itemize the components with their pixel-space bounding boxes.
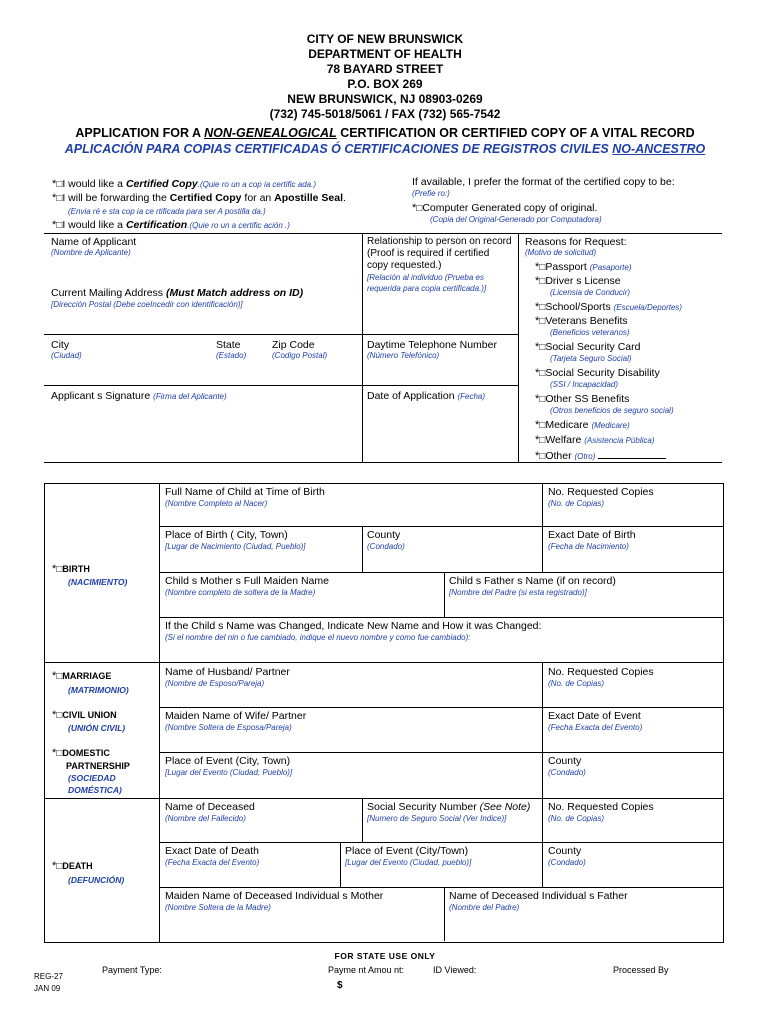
format-question: If available, I prefer the format of the certified copy to be: [412, 176, 675, 188]
applicant-name-label-spanish: (Nombre de Aplicante) [51, 248, 131, 257]
reason-veterans-benefits[interactable]: *□Veterans Benefits [535, 315, 628, 327]
asterisk-mark: * [535, 419, 540, 431]
applicant-name-field[interactable] [46, 260, 360, 282]
processed-by-label: Processed By [613, 965, 669, 975]
birth-date-label-spanish: (Fecha de Nacimiento) [548, 542, 629, 551]
asterisk-mark: * [52, 219, 57, 231]
asterisk-mark: * [412, 202, 417, 214]
asterisk-mark: * [535, 315, 540, 327]
header-line: NEW BRUNSWICK, NJ 08903-0269 [287, 92, 483, 106]
reason-social-security-disability[interactable]: *□Social Security Disability [535, 367, 660, 379]
header-line: CITY OF NEW BRUNSWICK [306, 32, 464, 46]
marriage-copies-label: No. Requested Copies [548, 666, 654, 678]
deceased-mother-label-spanish: (Nombre Soltera de la Madre) [165, 903, 271, 912]
divider [160, 617, 723, 618]
divider [44, 662, 723, 663]
id-viewed-label: ID Viewed: [433, 965, 477, 975]
applicant-table-bottom [44, 462, 722, 463]
phone-label: Daytime Telephone Number [367, 339, 497, 351]
father-name-label: Child s Father s Name (if on record) [449, 575, 616, 587]
child-name-label-spanish: (Nombre Completo al Nacer) [165, 499, 268, 508]
event-place-label-spanish: [Lugar del Evento (Ciudad, Pueblo)] [165, 768, 293, 777]
reason-drivers-license-spanish: (Licensia de Conducir) [550, 288, 631, 297]
asterisk-mark: * [535, 434, 540, 446]
name-changed-label: If the Child s Name was Changed, Indicate New Name and How it was Changed: [165, 620, 542, 632]
city-field[interactable] [46, 362, 212, 382]
reason-social-security-card[interactable]: *□Social Security Card [535, 341, 641, 353]
reason-ssc-spanish: (Tarjeta Seguro Social) [550, 354, 632, 363]
ssn-label-spanish: [Numero de Seguro Social (Ver Indice)] [367, 814, 507, 823]
asterisk-mark: * [535, 275, 540, 287]
divider [160, 707, 723, 708]
father-name-label-spanish: [Nombre del Padre (si esta registrado)] [449, 588, 587, 597]
event-place-label: Place of Event (City, Town) [165, 755, 291, 767]
header-line: P.O. BOX 269 [347, 77, 423, 91]
divider [542, 798, 543, 887]
dollar-sign: $ [337, 980, 343, 991]
payment-type-label: Payment Type: [102, 965, 162, 975]
domestic-partnership-spanish: DOMÉSTICA) [68, 785, 122, 795]
birth-copies-label-spanish: (No. de Copias) [548, 499, 605, 508]
divider [160, 887, 723, 888]
divider [44, 334, 518, 335]
header-line: 78 BAYARD STREET [326, 62, 444, 76]
signature-field[interactable] [46, 404, 360, 458]
divider [160, 572, 723, 573]
other-reason-line[interactable] [598, 449, 666, 459]
divider [44, 385, 518, 386]
marriage-copies-label-spanish: (No. de Copias) [548, 679, 605, 688]
asterisk-mark: * [535, 301, 540, 313]
reason-medicare[interactable]: *□Medicare (Medicare) [535, 419, 630, 431]
birth-copies-label: No. Requested Copies [548, 486, 654, 498]
reason-drivers-license[interactable]: *□Driver s License [535, 275, 621, 287]
divider [160, 526, 723, 527]
checkbox-icon[interactable]: □ [539, 420, 546, 431]
asterisk-mark: * [535, 341, 540, 353]
divider [340, 842, 341, 887]
applicant-name-label: Name of Applicant [51, 236, 137, 248]
asterisk-mark: * [52, 178, 57, 190]
reason-oss-spanish: (Otros beneficios de seguro social) [550, 406, 674, 415]
deceased-mother-label: Maiden Name of Deceased Individual s Mother [165, 890, 384, 902]
asterisk-mark: * [535, 393, 540, 405]
asterisk-mark: * [52, 747, 57, 759]
divider [542, 662, 543, 798]
child-name-label: Full Name of Child at Time of Birth [165, 486, 325, 498]
asterisk-mark: * [52, 192, 57, 204]
checkbox-icon[interactable]: □ [539, 435, 546, 446]
name-changed-label-spanish: (Si el nombre del nin o fue cambiado, indique el nuevo nombre y como fue cambiado): [165, 633, 471, 642]
divider [444, 572, 445, 617]
agency-header [0, 32, 770, 122]
reason-welfare[interactable]: *□Welfare (Asistencia Pública) [535, 434, 655, 446]
computer-generated-option[interactable]: *□Computer Generated copy of original. [412, 202, 598, 214]
phone-field[interactable] [364, 362, 516, 382]
state-label: State [216, 339, 241, 351]
certification-option[interactable]: *□I would like a Certification.(Quie ro un a certific ación .) [52, 219, 290, 231]
phone-label-spanish: (Número Telefónico) [367, 351, 440, 360]
birth-option[interactable]: *□BIRTH [52, 563, 90, 575]
asterisk-mark: * [535, 261, 540, 273]
header-line: (732) 745-5018/5061 / FAX (732) 565-7542 [269, 107, 501, 121]
asterisk-mark: * [52, 670, 57, 682]
reason-other[interactable]: *□Other (Otro) [535, 449, 666, 462]
date-of-application-label: Date of Application (Fecha) [367, 390, 486, 402]
marriage-label-spanish: (MATRIMONIO) [68, 685, 129, 695]
mailing-address-label: Current Mailing Address (Must Match address on ID) [51, 287, 304, 299]
header-line: DEPARTMENT OF HEALTH [308, 47, 462, 61]
format-question-spanish: (Prefie ro:) [412, 189, 450, 198]
divider [44, 798, 723, 799]
wife-name-label-spanish: (Nombre Soltera de Esposa/Pareja) [165, 723, 292, 732]
husband-name-label: Name of Husband/ Partner [165, 666, 290, 678]
asterisk-mark: * [52, 563, 57, 575]
reason-other-ss-benefits[interactable]: *□Other SS Benefits [535, 393, 630, 405]
mother-name-label: Child s Mother s Full Maiden Name [165, 575, 329, 587]
birth-county-label: County [367, 529, 401, 541]
relationship-label-spanish: [Relación al individuo (Prueba es requerida para copia certificada.)] [367, 273, 487, 293]
checkbox-icon[interactable]: □ [539, 368, 546, 379]
reason-school-sports[interactable]: *□School/Sports (Escuela/Deportes) [535, 301, 683, 313]
city-label-spanish: (Ciudad) [51, 351, 82, 360]
asterisk-mark: * [535, 367, 540, 379]
death-date-label: Exact Date of Death [165, 845, 259, 857]
checkbox-icon[interactable]: □ [56, 710, 63, 721]
divider [362, 233, 363, 462]
checkbox-icon[interactable]: □ [56, 564, 63, 575]
checkbox-icon[interactable]: □ [539, 276, 546, 287]
marriage-county-label-spanish: (Condado) [548, 768, 586, 777]
reason-ssd-spanish: (SSI / Incapacidad) [550, 380, 619, 389]
deceased-name-label-spanish: (Nombre del Fallecido) [165, 814, 246, 823]
civil-union-label-spanish: (UNIÓN CIVIL) [68, 723, 126, 733]
checkbox-icon[interactable]: □ [539, 316, 546, 327]
birth-county-label-spanish: (Condado) [367, 542, 405, 551]
divider [518, 233, 519, 462]
domestic-partnership-spanish: (SOCIEDAD [68, 773, 116, 783]
divider [444, 887, 445, 941]
signature-label: Applicant s Signature (Firma del Aplicante) [51, 390, 227, 402]
domestic-partnership-option[interactable]: *□DOMESTIC [52, 747, 110, 759]
reason-veterans-spanish: (Beneficios veteranos) [550, 328, 630, 337]
checkbox-icon[interactable]: □ [56, 193, 63, 204]
reasons-title: Reasons for Request: [525, 236, 627, 248]
divider [160, 842, 723, 843]
checkbox-icon[interactable]: □ [539, 451, 546, 462]
form-date: JAN 09 [34, 984, 61, 993]
place-of-birth-label-spanish: [Lugar de Nacimiento (Ciudad, Pueblo)] [165, 542, 306, 551]
death-date-label-spanish: (Fecha Exacta del Evento) [165, 858, 260, 867]
death-place-label-spanish: [Lugar del Evento (Ciudad, pueblo)] [345, 858, 472, 867]
domestic-partnership-label: PARTNERSHIP [66, 761, 130, 771]
husband-name-label-spanish: (Nombre de Esposo/Pareja) [165, 679, 265, 688]
checkbox-icon[interactable]: □ [56, 179, 63, 190]
city-label: City [51, 339, 70, 351]
reason-passport[interactable]: *□Passport (Pasaporte) [535, 261, 632, 273]
divider [160, 752, 723, 753]
mailing-address-label-spanish: [Dirección Postal (Debe coeIncedir con identificación)] [51, 300, 243, 309]
form-number: REG-27 [34, 972, 63, 981]
death-option[interactable]: *□DEATH [52, 860, 93, 872]
divider [362, 526, 363, 572]
checkbox-icon[interactable]: □ [56, 220, 63, 231]
event-date-label-spanish: (Fecha Exacta del Evento) [548, 723, 643, 732]
zip-code-label: Zip Code [272, 339, 315, 351]
death-county-label-spanish: (Condado) [548, 858, 586, 867]
marriage-option[interactable]: *□MARRIAGE [52, 670, 112, 682]
divider [542, 483, 543, 572]
computer-generated-spanish: (Copia del Original-Generado por Computadora) [430, 215, 602, 224]
checkbox-icon[interactable]: □ [539, 302, 546, 313]
marriage-county-label: County [548, 755, 582, 767]
apostille-option-spanish: (Envia ré e sta cop ia ce rtificada para ser A postilla da.) [68, 207, 266, 216]
death-copies-label: No. Requested Copies [548, 801, 654, 813]
deceased-father-label: Name of Deceased Individual s Father [449, 890, 628, 902]
state-label-spanish: (Estado) [216, 351, 247, 360]
reasons-title-spanish: (Motivo de solicitud) [525, 248, 597, 257]
payment-amount-label: Payme nt Amou nt: [328, 965, 405, 975]
state-use-heading: FOR STATE USE ONLY [334, 951, 436, 961]
place-of-birth-label: Place of Birth ( City, Town) [165, 529, 288, 541]
divider [159, 483, 160, 943]
applicant-table-top [44, 233, 722, 234]
wife-name-label: Maiden Name of Wife/ Partner [165, 710, 307, 722]
certified-copy-option[interactable]: *□I would like a Certified Copy.(Quie ro un a cop ia certific ada.) [52, 178, 316, 190]
form-title: APPLICATION FOR A NON-GENEALOGICAL CERTIFICATION OR CERTIFIED COPY OF A VITAL RECORD [75, 126, 695, 140]
asterisk-mark: * [52, 709, 57, 721]
asterisk-mark: * [535, 450, 540, 462]
mother-name-label-spanish: (Nombre completo de soltera de la Madre) [165, 588, 316, 597]
zip-code-label-spanish: (Codigo Postal) [272, 351, 328, 360]
checkbox-icon[interactable]: □ [56, 748, 63, 759]
checkbox-icon[interactable]: □ [539, 262, 546, 273]
death-county-label: County [548, 845, 582, 857]
divider [362, 798, 363, 842]
form-title-spanish: APLICACIÓN PARA COPIAS CERTIFICADAS Ó CERTIFICACIONES DE REGISTROS CIVILES NO-ANCESTRO [64, 142, 706, 156]
death-label-spanish: (DEFUNCIÓN) [68, 875, 125, 885]
relationship-label: Relationship to person on record (Proof is required if certified copy requested.) [367, 236, 512, 271]
apostille-option[interactable]: *□I will be forwarding the Certified Copy for an Apostille Seal. [52, 192, 346, 204]
civil-union-option[interactable]: *□CIVIL UNION [52, 709, 117, 721]
deceased-father-label-spanish: (Nombre del Padre) [449, 903, 520, 912]
ssn-label: Social Security Number (See Note) [367, 801, 531, 813]
event-date-label: Exact Date of Event [548, 710, 641, 722]
checkbox-icon[interactable]: □ [56, 671, 63, 682]
death-place-label: Place of Event (City/Town) [345, 845, 469, 857]
checkbox-icon[interactable]: □ [416, 203, 423, 214]
death-copies-label-spanish: (No. de Copias) [548, 814, 605, 823]
checkbox-icon[interactable]: □ [539, 342, 546, 353]
birth-label-spanish: (NACIMIENTO) [68, 577, 128, 587]
birth-date-label: Exact Date of Birth [548, 529, 636, 541]
mailing-address-field[interactable] [46, 312, 360, 332]
checkbox-icon[interactable]: □ [539, 394, 546, 405]
date-of-application-field[interactable] [364, 404, 516, 458]
deceased-name-label: Name of Deceased [165, 801, 255, 813]
checkbox-icon[interactable]: □ [56, 861, 63, 872]
asterisk-mark: * [52, 860, 57, 872]
